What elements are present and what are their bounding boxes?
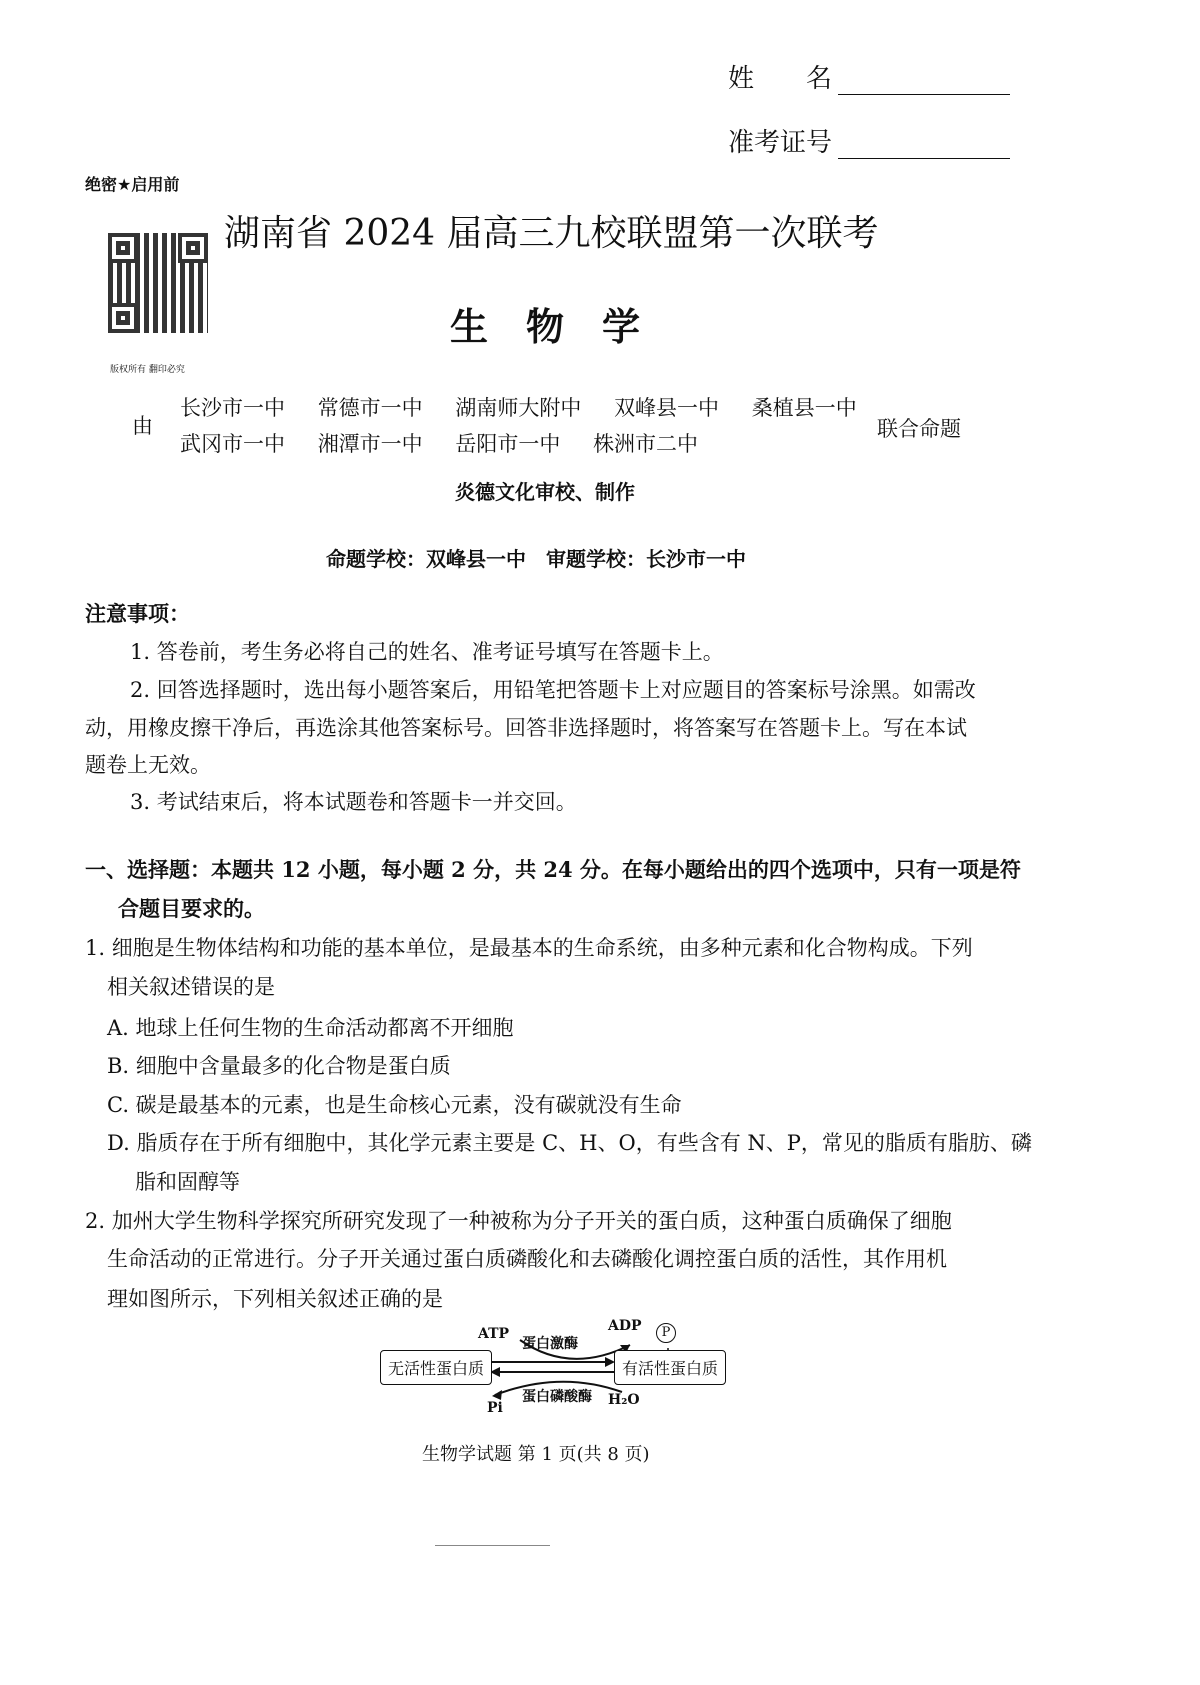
section-heading: 一、选择题：本题共 12 小题，每小题 2 分，共 24 分。在每小题给出的四个选项中，只有一项是符	[85, 857, 1021, 882]
school: 双峰县一中	[614, 396, 720, 420]
school: 株洲市二中	[593, 432, 699, 456]
q1-option-d: D. 脂质存在于所有细胞中，其化学元素主要是 C、H、O，有些含有 N、P，常见的脂质有脂肪、磷	[107, 1131, 1032, 1155]
subject-title: 生 物 学	[450, 305, 641, 349]
schools-suffix: 联合命题	[877, 417, 961, 441]
phosphatase-label: 蛋白磷酸酶	[522, 1389, 592, 1405]
inactive-protein-box: 无活性蛋白质	[380, 1350, 492, 1385]
kinase-label: 蛋白激酶	[522, 1336, 578, 1352]
schools-prefix: 由	[132, 414, 153, 438]
adp-label: ADP	[608, 1318, 642, 1334]
qr-code	[108, 233, 208, 333]
q1-option-d-cont: 脂和固醇等	[135, 1170, 240, 1194]
water-label: H₂O	[608, 1392, 640, 1408]
q1-option-a: A. 地球上任何生物的生命活动都离不开细胞	[107, 1016, 514, 1040]
note-line: 3. 考试结束后，将本试题卷和答题卡一并交回。	[130, 790, 577, 814]
schools-row-1	[180, 392, 857, 422]
active-protein-box: 有活性蛋白质	[614, 1350, 726, 1385]
setters: 命题学校：双峰县一中 审题学校：长沙市一中	[326, 547, 746, 571]
pi-label: Pi	[487, 1400, 503, 1416]
q2-stem: 生命活动的正常进行。分子开关通过蛋白质磷酸化和去磷酸化调控蛋白质的活性，其作用机	[107, 1247, 947, 1271]
name-label: 姓 名	[728, 64, 833, 94]
page-title: 湖南省 2024 届高三九校联盟第一次联考	[224, 213, 879, 254]
school: 桑植县一中	[751, 396, 857, 420]
school: 常德市一中	[317, 396, 423, 420]
q1-stem: 1. 细胞是生物体结构和功能的基本单位，是最基本的生命系统，由多种元素和化合物构成。下列	[85, 936, 973, 960]
id-field	[728, 122, 1010, 159]
q1-stem: 相关叙述错误的是	[107, 975, 275, 999]
q2-stem: 理如图所示，下列相关叙述正确的是	[107, 1287, 443, 1311]
page-footer: 生物学试题 第 1 页(共 8 页)	[422, 1444, 650, 1465]
note-line: 1. 答卷前，考生务必将自己的姓名、准考证号填写在答题卡上。	[130, 640, 724, 664]
qr-caption: 版权所有 翻印必究	[110, 365, 185, 375]
q1-option-b: B. 细胞中含量最多的化合物是蛋白质	[107, 1054, 451, 1078]
id-label: 准考证号	[728, 128, 833, 158]
q1-option-c: C. 碳是最基本的元素，也是生命核心元素，没有碳就没有生命	[107, 1093, 682, 1117]
schools-row-2	[180, 428, 698, 458]
footer-divider	[435, 1545, 550, 1546]
note-line: 动，用橡皮擦干净后，再选涂其他答案标号。回答非选择题时，将答案写在答题卡上。写在本试	[85, 716, 967, 740]
notes-heading: 注意事项：	[85, 601, 190, 626]
school: 湘潭市一中	[317, 432, 423, 456]
name-blank[interactable]	[838, 68, 1010, 95]
note-line: 2. 回答选择题时，选出每小题答案后，用铅笔把答题卡上对应题目的答案标号涂黑。如需改	[130, 678, 976, 702]
phosphate-circle: P	[656, 1323, 676, 1343]
school: 武冈市一中	[180, 432, 285, 456]
q2-stem: 2. 加州大学生物科学探究所研究发现了一种被称为分子开关的蛋白质，这种蛋白质确保了细胞	[85, 1209, 952, 1233]
id-blank[interactable]	[838, 132, 1010, 159]
name-field	[728, 58, 1010, 95]
maker: 炎德文化审校、制作	[455, 480, 635, 504]
school: 长沙市一中	[180, 396, 285, 420]
school: 湖南师大附中	[455, 396, 582, 420]
note-line: 题卷上无效。	[85, 753, 211, 777]
school: 岳阳市一中	[455, 432, 561, 456]
atp-label: ATP	[478, 1326, 510, 1342]
secret-label: 绝密★启用前	[85, 175, 180, 194]
section-heading-cont: 合题目要求的。	[118, 896, 265, 921]
